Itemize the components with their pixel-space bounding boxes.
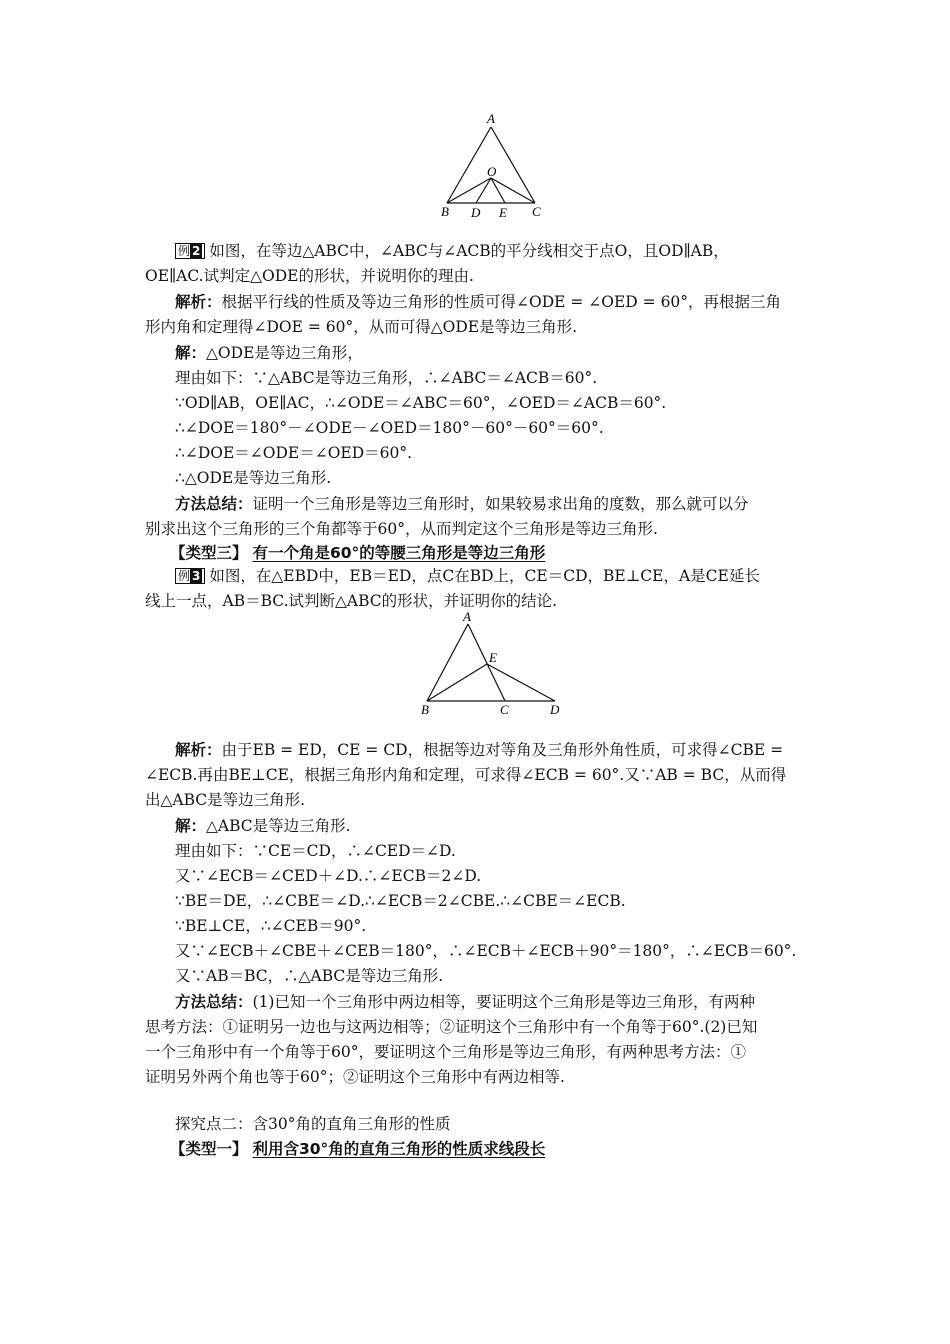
example-badge: 例 2 [175,243,205,259]
ex3-solution-line1: 解：△ABC是等边三角形. [175,817,351,835]
ex2-solution-line4: ∴∠DOE＝180°－∠ODE－∠OED＝180°－60°－60°＝60°. [175,419,604,437]
type3-heading: 【类型三】 有一个角是60°的等腰三角形是等边三角形 [170,544,546,562]
ex2-method-line2: 别求出这个三角形的三个角都等于60°，从而判定这个三角形是等边三角形. [145,520,658,538]
label-B: B [441,204,449,219]
ex3-method-line2: 思考方法：①证明另一边也与这两边相等；②证明这个三角形中有一个角等于60°.(2)已知 [145,1018,758,1036]
ex2-analysis-line1: 解析：根据平行线的性质及等边三角形的性质可得∠ODE = ∠OED = 60°，再根据三角 [175,293,782,311]
label-D: D [550,702,560,717]
ex2-question-line2: OE∥AC.试判定△ODE的形状，并说明你的理由. [145,267,474,285]
ex2-method-line1: 方法总结：证明一个三角形是等边三角形时，如果较易求出角的度数，那么就可以分 [175,495,749,513]
ex3-analysis-line2: ∠ECB.再由BE⊥CE，根据三角形内角和定理，可求得∠ECB = 60°.又∵AB = BC，从而得 [145,766,787,784]
ex3-method-line4: 证明另外两个角也等于60°；②证明这个三角形中有两边相等. [145,1068,565,1086]
ex3-method-line3: 一个三角形中有一个角等于60°，要证明这个三角形是等边三角形，有两种思考方法：① [145,1043,746,1061]
label-O: O [487,164,497,179]
ex3-solution-line5: ∵BE⊥CE，∴∠CEB＝90°. [175,917,367,935]
example-badge: 例 3 [175,568,205,584]
ex2-solution-line3: ∵OD∥AB，OE∥AC，∴∠ODE＝∠ABC＝60°，∠OED＝∠ACB＝60°. [175,394,667,412]
label-A: A [487,111,495,126]
ex2-solution-line2: 理由如下：∵△ABC是等边三角形，∴∠ABC＝∠ACB＝60°. [175,369,598,387]
ex2-analysis-line2: 形内角和定理得∠DOE = 60°，从而可得△ODE是等边三角形. [145,318,578,336]
figure-triangle-abc [0,608,950,718]
ex3-solution-line7: 又∵AB＝BC，∴△ABC是等边三角形. [175,967,444,985]
explore2-title: 探究点二：含30°角的直角三角形的性质 [175,1115,451,1133]
ex2-question-line1: 例 2 如图，在等边△ABC中，∠ABC与∠ACB的平分线相交于点O，且OD∥AB， [175,239,729,263]
type1-heading: 【类型一】 利用含30°角的直角三角形的性质求线段长 [170,1140,546,1158]
label-D: D [471,205,481,220]
label-E: E [499,205,507,220]
ex3-analysis-line3: 出△ABC是等边三角形. [145,791,306,809]
ex3-question-line2: 线上一点，AB＝BC.试判断△ABC的形状，并证明你的结论. [145,592,558,610]
ex3-solution-line3: 又∵∠ECB＝∠CED＋∠D.∴∠ECB＝2∠D. [175,867,482,885]
ex3-solution-line2: 理由如下：∵CE＝CD，∴∠CED＝∠D. [175,842,456,860]
ex3-solution-line4: ∵BE＝DE，∴∠CBE＝∠D.∴∠ECB＝2∠CBE.∴∠CBE＝∠ECB. [175,892,626,910]
ex3-question-line1: 例 3 如图，在△EBD中，EB＝ED，点C在BD上，CE＝CD，BE⊥CE，A是CE延长 [175,564,760,588]
label-E: E [489,650,497,665]
ex3-method-line1: 方法总结：(1)已知一个三角形中两边相等，要证明这个三角形是等边三角形，有两种 [175,993,755,1011]
label-A: A [463,609,471,624]
ex2-solution-line6: ∴△ODE是等边三角形. [175,469,332,487]
label-B: B [421,702,429,717]
ex2-solution-line5: ∴∠DOE＝∠ODE＝∠OED＝60°. [175,444,413,462]
ex3-solution-line6: 又∵∠ECB＋∠CBE＋∠CEB＝180°，∴∠ECB＋∠ECB＋90°＝180°，∴∠ECB＝60°. [175,942,797,960]
label-C: C [500,702,509,717]
label-C: C [532,204,541,219]
ex3-analysis-line1: 解析：由于EB = ED，CE = CD，根据等边对等角及三角形外角性质，可求得∠CBE = [175,741,784,759]
ex2-solution-line1: 解：△ODE是等边三角形， [175,344,363,362]
